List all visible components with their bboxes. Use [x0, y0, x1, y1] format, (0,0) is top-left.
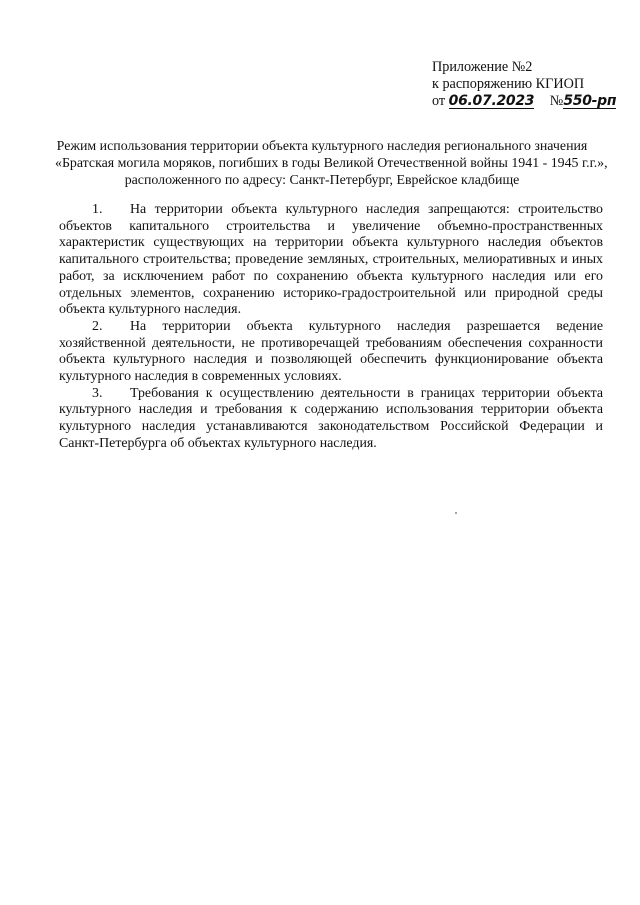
clause-1: [59, 202, 603, 319]
from-label: от: [432, 93, 446, 109]
appendix-reference: к распоряжению КГИОП: [432, 76, 585, 92]
handwritten-date: 06.07.2023: [448, 93, 535, 109]
document-title: [55, 138, 608, 189]
title-line-2: «Братская могила моряков, погибших в годы Великой Отечественной войны 1941 - 1945 г.г.»,: [55, 156, 608, 171]
clause-3-number: 3.: [92, 385, 103, 401]
clause-1-text: На территории объекта культурного наследия запрещаются: строительство объектов капитального строительства и увеличение объемно-пространственных характеристик существующих на территории объекта культурного наследия объектов капитального строительства; проведение земляных, строительных, мелиоративных и иных работ, за исключением работ по сохранению объекта культурного наследия или его отдельных элементов, сохранению историко-градостроительной или природной среды объекта культурного наследия.: [59, 202, 603, 318]
number-label: №: [549, 93, 564, 109]
appendix-title: Приложение №2: [432, 59, 533, 75]
clause-2: [59, 319, 603, 386]
clause-2-text: На территории объекта культурного наследия разрешается ведение хозяйственной деятельности, не противоречащей требованиям обеспечения сохранности объекта культурного наследия и позволяющей обеспечить функционирование объекта культурного наследия в современных условиях.: [59, 318, 603, 385]
appendix-date-number: [432, 93, 616, 110]
clause-2-number: 2.: [92, 318, 103, 334]
appendix-header: [432, 59, 616, 110]
document-body: [59, 202, 603, 453]
clause-3: [59, 386, 603, 453]
title-line-3: расположенного по адресу: Санкт-Петербург, Еврейское кладбище: [124, 173, 520, 188]
scan-speck: [455, 512, 457, 514]
clause-1-number: 1.: [92, 202, 103, 217]
title-line-1: Режим использования территории объекта культурного наследия регионального значения: [56, 139, 588, 154]
handwritten-number: 550-рп: [563, 93, 617, 109]
clause-3-text: Требования к осуществлению деятельности в границах территории объекта культурного наследия и требования к содержанию использования территории объекта культурного наследия устанавливаются законодательством Российской Федерации и Санкт-Петербурга об объектах культурного наследия.: [59, 385, 603, 451]
